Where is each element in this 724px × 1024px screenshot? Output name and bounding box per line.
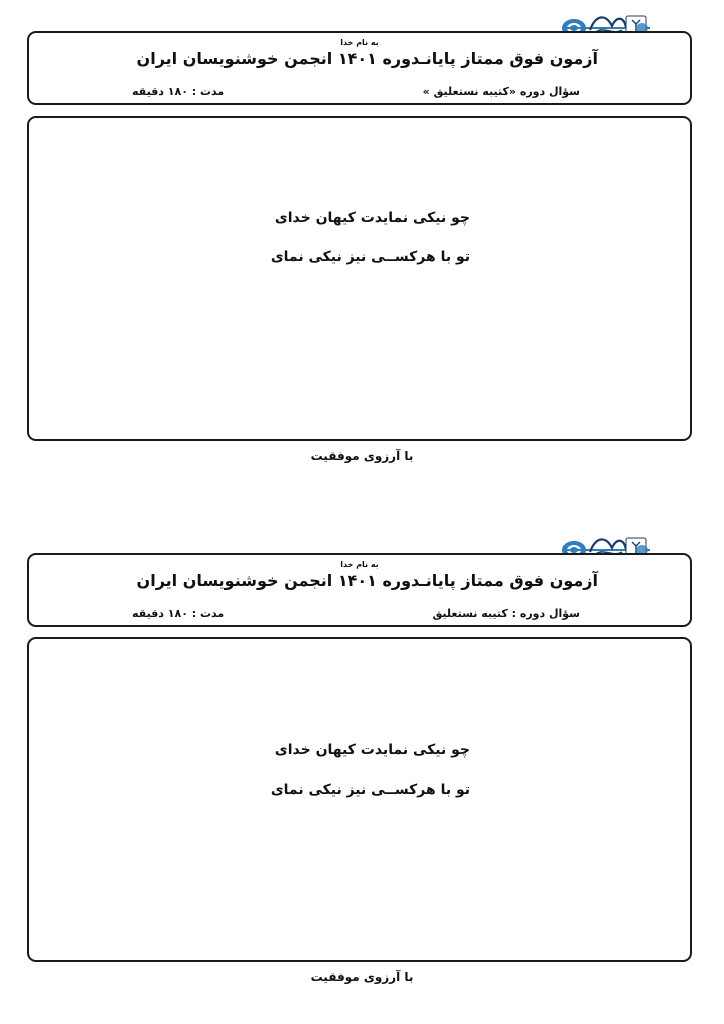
exam-title: آزمون فوق ممتاز پایانـدوره ۱۴۰۱ انجمن خوشنویسان ایران [136,571,598,590]
exam-duration: مدت : ۱۸۰ دقیقه [132,607,225,620]
verse-line-1: چو نیکی نمایدت کیهان خدای [274,742,470,758]
bismillah-text: به نام خدا [340,38,379,47]
verse-box [27,637,692,962]
header-box [27,553,692,627]
good-luck-text: با آرزوی موفقیت [310,449,414,463]
course-question: سؤال دوره «کتیبه نستعلیق » [422,85,580,98]
verse-line-2: تو با هرکســی نیز نیکی نمای [270,249,470,265]
verse-line-2: تو با هرکســی نیز نیکی نمای [270,782,470,798]
course-question: سؤال دوره : کتیبه نستعلیق [432,607,580,620]
exam-title: آزمون فوق ممتاز پایانـدوره ۱۴۰۱ انجمن خوشنویسان ایران [136,49,598,68]
good-luck-text: با آرزوی موفقیت [310,970,414,984]
header-box [27,31,692,105]
verse-line-1: چو نیکی نمایدت کیهان خدای [274,210,470,226]
bismillah-text: به نام خدا [340,560,379,569]
verse-box [27,116,692,441]
exam-duration: مدت : ۱۸۰ دقیقه [132,85,225,98]
